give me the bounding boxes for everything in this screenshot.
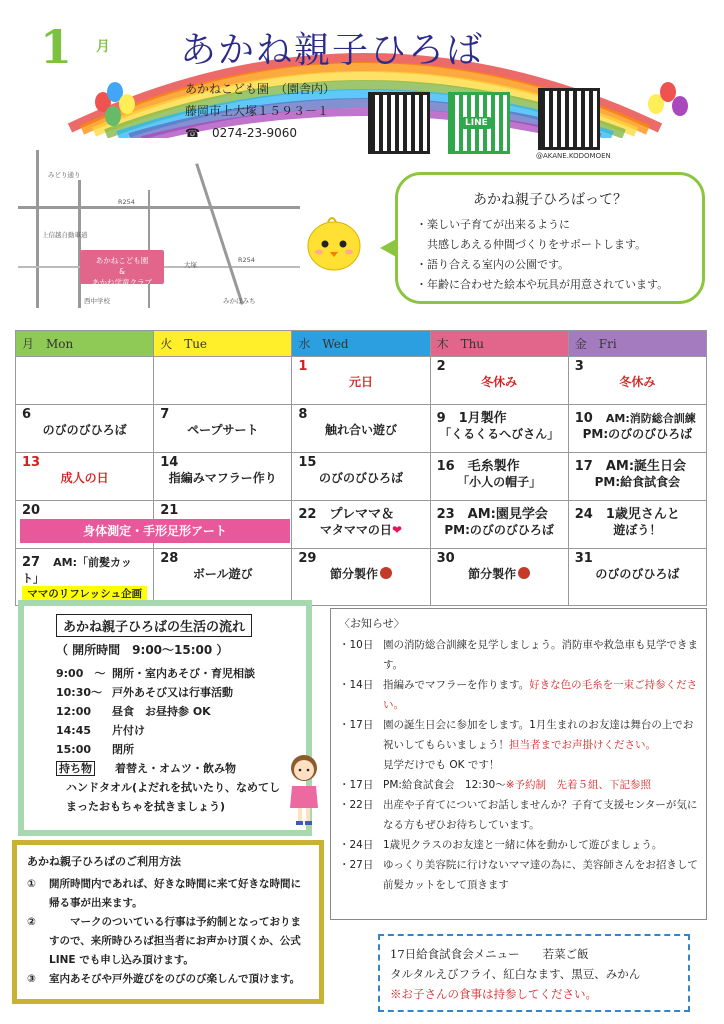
facility-name: あかねこども園 （園舎内） [185,82,336,96]
day-number [575,455,700,474]
tasting-menu [378,934,690,1012]
header-mon: 月 Mon [16,331,154,357]
belongings [56,759,296,778]
girl-illustration-icon [284,752,324,828]
month-number: 1 [40,20,73,74]
flow-title: あかね親子ひろばの生活の流れ [56,614,252,637]
calendar-cell [154,549,292,606]
notice-item [339,795,698,835]
usage-guide [12,840,324,1004]
calendar-cell [16,453,154,501]
flow-row [56,702,296,721]
day-event-top: 1歳児さんと [605,507,680,522]
header-wed: 水 Wed [292,331,430,357]
usage-no: ① [27,878,36,890]
notice-text-extra: 見学だけでも OK です！ [383,759,500,771]
notice-date: ・22日 [339,799,374,811]
header-thu: 木 Thu [430,331,568,357]
notice-text: 出産や子育てについてお話しませんか？子育て支援センターが気になる方もぜひお待ちしています。 [383,799,698,831]
day-number-value: 27 [22,555,41,570]
day-number [437,503,562,522]
map-dest-line2: & [119,267,125,276]
calendar-cell [568,357,706,405]
notice-highlight: ※予約制 先着５組、下記参照 [505,779,652,791]
notice-date: ・10日 [339,639,374,651]
balloons-right-icon [648,82,698,132]
day-number-value: 10 [574,411,593,426]
day-event [298,566,423,583]
usage-text: 開所時間内であれば、好きな時間に来て好きな時間に帰る事が出来ます。 [49,878,301,909]
day-number [575,503,700,522]
day-number: 15 [298,455,317,470]
day-number: 1 [298,359,308,374]
day-event: PM:給食試食会 [594,475,681,489]
usage-item [27,970,309,989]
day-number-value: 17 [574,459,593,474]
phone-number: 0274-23-9060 [211,126,297,140]
usage-no: ② [27,916,36,928]
notice-item [339,855,698,895]
usage-text: 室内あそびや戸外遊びをのびのび楽しんで頂けます。 [49,973,301,985]
day-number: 21 [160,503,179,518]
day-event: ママのリフレッシュ企画 [22,586,147,603]
day-number-value: 16 [436,459,455,474]
day-event: のびのびひろば [318,471,403,485]
flow-row [56,664,296,683]
menu-dishes: タルタルえびフライ、紅白なます、黒豆、みかん [390,967,641,981]
oni-icon [380,567,392,579]
day-number [22,551,147,586]
line-label: LINE [461,117,492,129]
flow-desc: 戸外あそび又は行事活動 [112,686,233,699]
map-label-r254-b: R254 [238,256,255,264]
about-line-4: ・年齢に合わせた絵本や玩具が用意されています。 [416,278,669,291]
map-label-midori: みどり通り [48,171,81,179]
flow-desc: 昼食 お昼持参 OK [112,705,211,718]
day-event: ペープサート [187,423,259,437]
calendar-cell [154,405,292,453]
calendar-cell [430,357,568,405]
day-event: 触れ合い遊び [324,423,397,437]
day-event: PM:のびのびひろば [582,427,693,441]
calendar-cell [430,549,568,606]
notice-date: ・24日 [339,839,374,851]
notice-date: ・17日 [339,779,374,791]
calendar-cell [568,549,706,606]
notice-date: ・27日 [339,859,374,871]
map-dest-line1: あかねこども園 [95,256,149,265]
day-number: 6 [22,407,32,422]
day-number: 13 [22,455,41,470]
calendar-cell [16,549,154,606]
notices-title: 〈お知らせ〉 [339,617,405,630]
day-event: ボール遊び [192,567,253,581]
usage-title: あかね親子ひろばのご利用方法 [27,855,181,868]
map-label-highway: 上信越自動車道 [42,231,88,239]
day-number: 14 [160,455,179,470]
calendar-cell [154,357,292,405]
calendar-cell [292,501,430,549]
day-number [437,455,562,474]
address: 藤岡市上大塚１５９３－１ [185,104,330,118]
about-line-2: 共感しあえる仲間づくりをサポートします。 [416,238,647,251]
day-number: 28 [160,551,179,566]
usage-no: ③ [27,973,36,985]
belongings-extra-1: ハンドタオル(よだれを拭いたり、なめてし [66,781,281,794]
usage-item [27,875,309,913]
calendar-cell [154,453,292,501]
belongings-label: 持ち物 [56,761,95,776]
chick-icon [302,212,366,276]
map-label-school: 西中学校 [84,297,110,305]
notice-item [339,835,698,855]
day-number-value: 23 [436,507,455,522]
notice-text: ゆっくり美容院に行けないママ達の為に、美容師さんをお招きして前髪カットをして頂きます [383,859,698,891]
day-event: のびのびひろば [42,423,127,437]
notice-text: 1歳児クラスのお友達と一緒に体を動かして遊びましょう。 [383,839,663,851]
day-number: 20 [22,503,41,518]
menu-note: ※お子さんの食事は持参してください。 [390,987,597,1001]
balloons-left-icon [95,82,145,132]
notice-item [339,715,698,775]
notice-highlight: 担当者までお声掛けください。 [509,739,656,751]
page-title: あかね親子ひろば [180,30,485,71]
flow-time: 9:00 ～ [56,667,106,680]
notice-text: PM:給食試食会 12:30～ [383,779,506,791]
day-number-value: 22 [298,507,317,522]
day-event-text: マタママの日 [319,523,392,537]
day-event: 冬休み [481,375,518,389]
day-number: 7 [160,407,170,422]
day-number-value: 24 [574,507,593,522]
day-event: 遊ぼう！ [613,523,662,537]
calendar-cell [292,549,430,606]
day-event: 「くるくるへびさん」 [439,427,560,441]
day-event: 「小人の帽子」 [457,475,542,489]
day-event: のびのびひろば [595,567,680,581]
notice-item [339,675,698,715]
day-number-value: 9 [436,411,446,426]
belongings-extra-2: まったおもちゃを拭きましょう) [66,800,226,813]
menu-title: 17日給食試食会メニュー [390,947,520,961]
notices [330,608,707,920]
day-number: 2 [436,359,446,374]
calendar-cell [568,501,706,549]
calendar [15,330,707,606]
day-event: 元日 [348,375,373,389]
notice-item [339,635,698,675]
calendar-cell [430,453,568,501]
month-suffix: 月 [96,39,110,55]
flow-time: 14:45 [56,724,92,737]
notice-text: 指編みでマフラーを作ります。 [383,679,530,691]
day-number: 8 [298,407,308,422]
day-event [437,566,562,583]
notice-date: ・17日 [339,719,374,731]
day-event-top: 毛糸製作 [467,459,520,474]
calendar-cell [568,453,706,501]
calendar-cell [292,453,430,501]
calendar-cell [430,405,568,453]
day-event: 成人の日 [60,471,109,485]
map-dest-line3: あかね学童クラブ [92,278,152,287]
notice-text: 園の誕生日会に参加をします。1月生まれのお友達は舞台の上でお祝いしてもらいましょう！ [383,719,694,751]
map-destination [80,250,164,287]
flow-time: 10:30～ [56,686,103,699]
oni-icon [518,567,530,579]
notice-date: ・14日 [339,679,374,691]
usage-item [27,913,309,970]
day-event-top: AM:誕生日会 [605,459,687,474]
day-event-top: 1月製作 [458,411,507,426]
day-event-text: 節分製作 [329,567,378,581]
phone-icon: ☎ [185,126,200,140]
belongings-list: 着替え・オムツ・飲み物 [115,762,236,775]
notice-highlight: 好きな色の毛糸を一束ご持参ください。 [383,679,698,711]
qr-code-web[interactable] [368,92,430,154]
day-event: 冬休み [619,375,656,389]
about-bubble [395,172,705,304]
flow-row [56,683,296,702]
day-event: PM:のびのびひろば [444,523,554,537]
flow-desc: 片付け [112,724,145,737]
menu-main-dish: 若菜ご飯 [542,947,589,961]
day-number: 29 [298,551,317,566]
contact-block [185,78,335,144]
day-event-top: AM:消防総合訓練 [605,412,696,425]
flow-row [56,740,296,759]
notice-text: 園の消防総合訓練を見学しましょう。消防車や救急車も見学できます。 [383,639,698,671]
flow-hours: （ 開所時間 9:00～15:00 ） [56,643,229,657]
day-number: 31 [574,551,593,566]
day-event [298,522,423,539]
notice-item [339,775,698,795]
day-event-text: 節分製作 [468,567,517,581]
daily-flow [18,600,312,836]
day-event-top: AM:「前髪カット」 [22,556,132,585]
calendar-cell [568,405,706,453]
usage-text: マークのついている行事は予約制となっておりますので、来所時ひろば担当者にお声かけ頂くか、公式 LINE でも申し込み頂けます。 [49,916,301,966]
access-map [18,150,300,308]
day-number: 3 [574,359,584,374]
map-label-mikaho: みかほみち [223,297,256,305]
flow-row [56,721,296,740]
calendar-cell [292,357,430,405]
map-label-r254: R254 [118,198,135,206]
calendar-cell [16,405,154,453]
flow-desc: 開所・室内あそび・育児相談 [112,667,255,680]
day-number: 30 [436,551,455,566]
header-tue: 火 Tue [154,331,292,357]
map-label-otsuka: 大塚 [184,261,197,269]
about-line-3: ・語り合える室内の公園です。 [416,258,570,271]
day-number [575,407,700,426]
calendar-cell [16,357,154,405]
flow-desc: 閉所 [112,743,134,756]
calendar-cell [292,405,430,453]
measurement-band: 身体測定・手形足形アート [20,519,290,543]
day-event: 指編みマフラー作り [168,471,277,485]
header-fri: 金 Fri [568,331,706,357]
about-title: あかね親子ひろばって？ [473,192,627,208]
flow-time: 12:00 [56,705,92,718]
menu-header [390,944,678,964]
about-line-1: ・楽しい子育てが出来るように [416,218,570,231]
day-number [437,407,562,426]
qr-code-instagram[interactable] [538,88,600,150]
instagram-handle: @AKANE.KODOMOEN [536,152,611,160]
flow-time: 15:00 [56,743,92,756]
day-event-top: プレママ＆ [329,507,394,522]
day-number [298,503,423,522]
day-event-top: AM:園見学会 [467,507,548,522]
calendar-cell [430,501,568,549]
heart-icon: ❤ [391,523,402,537]
